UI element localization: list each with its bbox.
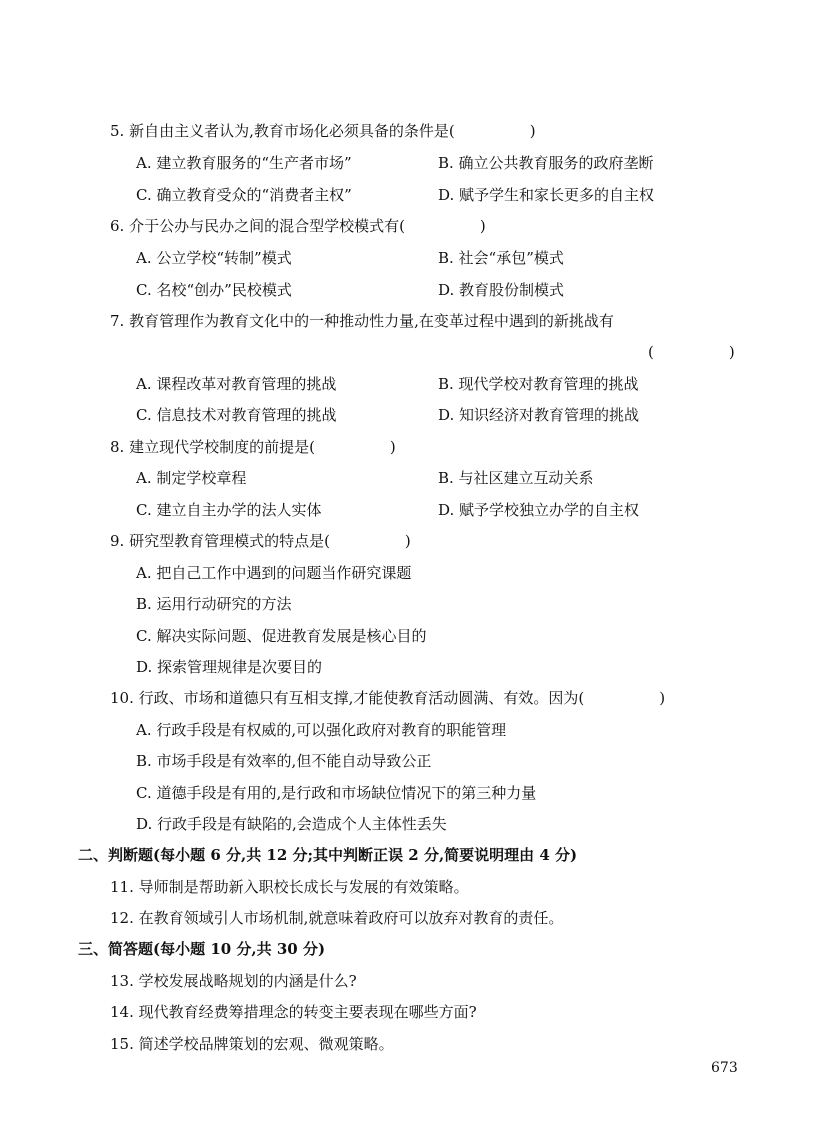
q10-option-d: D. 行政手段是有缺陷的,会造成个人主体性丢失	[136, 815, 447, 833]
q6-option-d: D. 教育股份制模式	[438, 281, 565, 299]
q8-option-c: C. 建立自主办学的法人实体	[136, 501, 322, 519]
q5-option-b: B. 确立公共教育服务的政府垄断	[438, 154, 654, 172]
section-short-answer-heading: 三、简答题(每小题 10 分,共 30 分)	[78, 940, 326, 958]
q7-option-b: B. 现代学校对教育管理的挑战	[438, 375, 639, 393]
q10-option-c: C. 道德手段是有用的,是行政和市场缺位情况下的第三种力量	[136, 784, 537, 802]
question-13: 13. 学校发展战略规划的内涵是什么?	[110, 972, 357, 990]
q9-option-b: B. 运用行动研究的方法	[136, 595, 292, 613]
q7-option-a: A. 课程改革对教育管理的挑战	[136, 375, 337, 393]
q5-option-d: D. 赋予学生和家长更多的自主权	[438, 186, 655, 204]
question-10: 10. 行政、市场和道德只有互相支撑,才能使教育活动圆满、有效。因为( )	[110, 689, 666, 707]
question-11: 11. 导师制是帮助新入职校长成长与发展的有效策略。	[110, 878, 469, 896]
q8-option-a: A. 制定学校章程	[136, 469, 247, 487]
section-judgement-heading: 二、判断题(每小题 6 分,共 12 分;其中判断正误 2 分,简要说明理由 4 分)	[78, 846, 578, 864]
question-15: 15. 简述学校品牌策划的宏观、微观策略。	[110, 1035, 394, 1053]
q10-option-b: B. 市场手段是有效率的,但不能自动导致公正	[136, 752, 432, 770]
q10-option-a: A. 行政手段是有权威的,可以强化政府对教育的职能管理	[136, 721, 507, 739]
q7-answer-bracket: ( )	[648, 343, 735, 361]
q8-option-d: D. 赋予学校独立办学的自主权	[438, 501, 640, 519]
q9-option-c: C. 解决实际问题、促进教育发展是核心目的	[136, 627, 427, 645]
question-8: 8. 建立现代学校制度的前提是( )	[110, 438, 396, 456]
q8-option-b: B. 与社区建立互动关系	[438, 469, 594, 487]
question-5: 5. 新自由主义者认为,教育市场化必须具备的条件是( )	[110, 122, 536, 140]
q9-option-d: D. 探索管理规律是次要目的	[136, 658, 323, 676]
q9-option-a: A. 把自己工作中遇到的问题当作研究课题	[136, 564, 412, 582]
q7-option-d: D. 知识经济对教育管理的挑战	[438, 406, 640, 424]
q6-option-b: B. 社会“承包”模式	[438, 249, 564, 267]
q5-option-c: C. 确立教育受众的“消费者主权”	[136, 186, 352, 204]
q6-option-c: C. 名校“创办”民校模式	[136, 281, 292, 299]
question-12: 12. 在教育领域引人市场机制,就意味着政府可以放弃对教育的责任。	[110, 909, 564, 927]
q7-option-c: C. 信息技术对教育管理的挑战	[136, 406, 337, 424]
question-7: 7. 教育管理作为教育文化中的一种推动性力量,在变革过程中遇到的新挑战有	[110, 312, 614, 330]
question-9: 9. 研究型教育管理模式的特点是( )	[110, 532, 411, 550]
q6-option-a: A. 公立学校“转制”模式	[136, 249, 292, 267]
question-14: 14. 现代教育经费筹措理念的转变主要表现在哪些方面?	[110, 1003, 477, 1021]
page-number: 673	[711, 1060, 738, 1076]
question-6: 6. 介于公办与民办之间的混合型学校模式有( )	[110, 217, 486, 235]
q5-option-a: A. 建立教育服务的“生产者市场”	[136, 154, 352, 172]
